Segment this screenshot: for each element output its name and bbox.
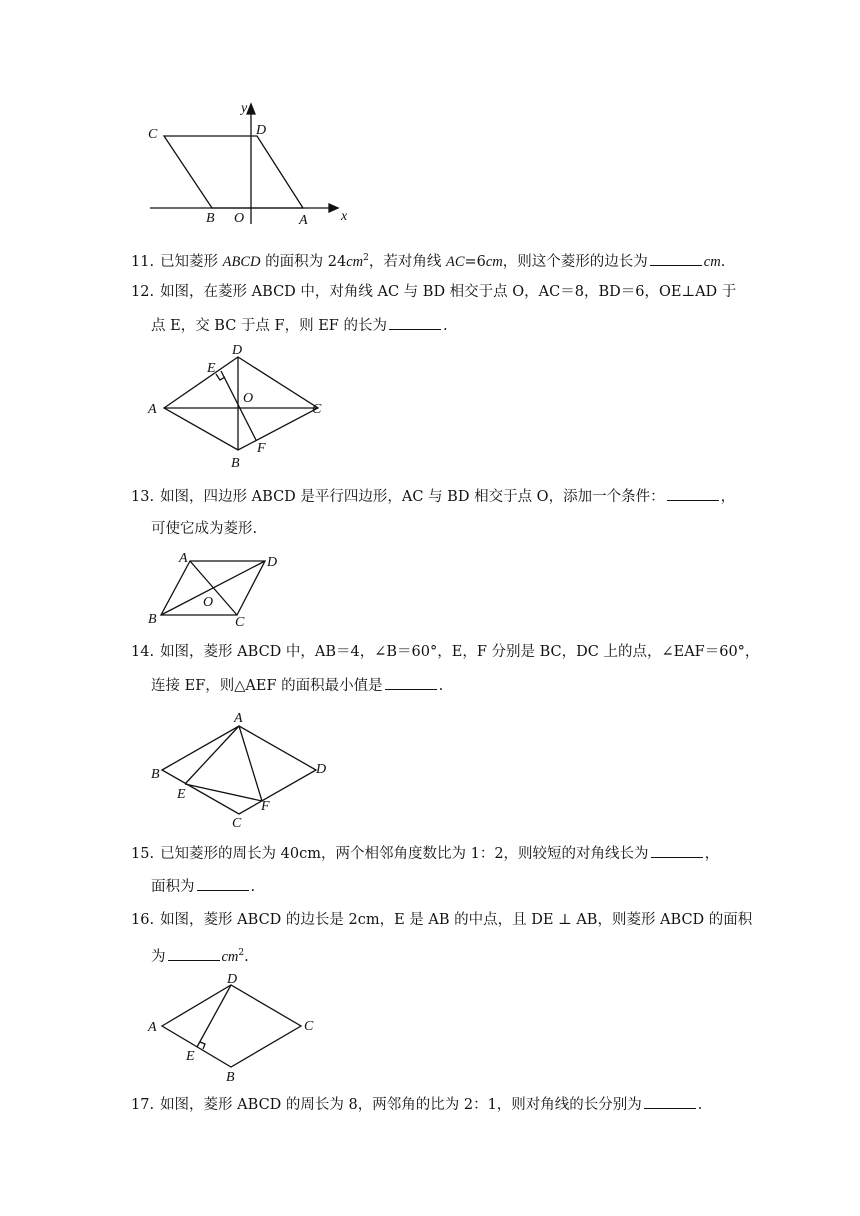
label-E: E: [207, 361, 216, 376]
question-number: 17.: [131, 1097, 155, 1113]
question-number: 11.: [131, 253, 155, 270]
figure-rhombus-q14: [145, 706, 345, 832]
text: ，: [704, 846, 720, 862]
label-D: D: [256, 123, 267, 138]
question-number: 14.: [131, 644, 155, 660]
unit-cm: cm: [221, 948, 239, 965]
label-A: A: [234, 711, 243, 726]
question-16: [131, 910, 753, 965]
label-C: C: [232, 816, 242, 831]
unit-cm: cm: [346, 253, 364, 270]
question-13-line-1: [131, 486, 736, 506]
answer-blank[interactable]: [644, 1094, 696, 1109]
answer-blank[interactable]: [651, 843, 703, 858]
question-12-line-1: [131, 282, 737, 302]
superscript: 2: [238, 948, 245, 958]
question-13-line-2: [131, 519, 731, 539]
text: =6: [464, 253, 486, 270]
question-text: 如图，菱形 ABCD 的边长是 2cm，E 是 AB 的中点，且 DE ⊥ AB，则菱形 ABCD 的面积: [160, 912, 753, 928]
x-axis-arrow: [329, 204, 338, 212]
label-O: O: [243, 391, 254, 406]
segment-ae: [185, 726, 239, 784]
label-A: A: [179, 551, 188, 566]
figure-parallelogram-q13-svg: [145, 548, 285, 630]
label-C: C: [235, 615, 245, 630]
text: 已知菱形: [160, 253, 223, 270]
question-11: [131, 248, 731, 268]
answer-blank[interactable]: [667, 486, 719, 501]
text: ，则这个菱形的边长为: [502, 253, 648, 270]
question-text: 可使它成为菱形.: [151, 521, 258, 537]
figure-rhombus-q12-svg: [145, 340, 345, 472]
text: 的面积为 24: [260, 253, 347, 270]
label-y: y: [241, 101, 248, 116]
question-16-line-1: [131, 910, 753, 930]
label-D: D: [232, 343, 243, 358]
question-number: 15.: [131, 846, 155, 862]
question-text: 已知菱形的周长为 40cm，两个相邻角度数比为 1：2，则较短的对角线长为: [160, 846, 649, 862]
label-C: C: [304, 1019, 314, 1034]
figure-parallelogram-q13: [145, 548, 285, 630]
figure-rhombus-q14-svg: [145, 706, 345, 832]
answer-blank[interactable]: [650, 251, 702, 266]
label-D: D: [227, 972, 238, 987]
question-15-line-1: [131, 843, 731, 863]
question-11-line-1: [131, 248, 731, 268]
question-15: [131, 843, 731, 896]
figure-rhombus-q16: [145, 968, 330, 1086]
label-O: O: [203, 595, 214, 610]
y-axis-arrow: [247, 104, 255, 114]
answer-blank[interactable]: [197, 876, 249, 891]
text: .: [250, 879, 256, 895]
question-text: 如图，菱形 ABCD 的周长为 8，两邻角的比为 2：1，则对角线的长分别为: [160, 1097, 642, 1113]
label-B: B: [148, 612, 157, 627]
answer-blank[interactable]: [168, 946, 220, 961]
parallelogram-abcd: [164, 136, 303, 208]
figure-parallelogram-axes-svg: [140, 96, 360, 231]
question-text: 如图，菱形 ABCD 中，AB＝4，∠B＝60°，E，F 分别是 BC，DC 上的点，∠EAF＝60°，: [160, 644, 760, 660]
segment-de: [197, 985, 231, 1047]
text: .: [720, 253, 726, 270]
question-14-line-2: [131, 675, 731, 695]
question-text: 面积为: [151, 879, 195, 895]
question-text: 为: [151, 948, 166, 965]
label-F: F: [261, 799, 270, 814]
segment-ef: [185, 784, 262, 801]
unit-cm: cm: [703, 253, 721, 270]
figure-rhombus-q12: [145, 340, 345, 472]
label-A: A: [299, 213, 308, 228]
label-C: C: [312, 402, 322, 417]
question-12-line-2: [131, 315, 731, 335]
question-17-line-1: [131, 1094, 731, 1114]
text: .: [697, 1097, 703, 1113]
right-angle-mark: [200, 1042, 205, 1049]
label-D: D: [267, 555, 278, 570]
question-number: 13.: [131, 489, 155, 505]
question-number: 16.: [131, 912, 155, 928]
label-E: E: [177, 787, 186, 802]
figure-rhombus-q16-svg: [145, 968, 330, 1086]
question-text: 连接 EF，则△AEF 的面积最小值是: [151, 678, 383, 694]
label-A: A: [148, 1020, 157, 1035]
rhombus-abcd: [164, 357, 318, 450]
question-14: [131, 642, 760, 695]
text-ac: AC: [445, 253, 465, 270]
label-B: B: [231, 456, 240, 471]
label-F: F: [257, 441, 266, 456]
text-abcd: ABCD: [222, 253, 261, 270]
text: ，若对角线: [368, 253, 446, 270]
superscript: 2: [363, 253, 369, 263]
question-13: [131, 486, 736, 539]
question-number: 12.: [131, 284, 155, 300]
label-D: D: [316, 762, 327, 777]
label-C: C: [148, 127, 158, 142]
label-B: B: [226, 1070, 235, 1085]
figure-parallelogram-axes: [140, 96, 360, 231]
question-16-line-2: [131, 943, 731, 963]
question-14-line-1: [131, 642, 760, 662]
answer-blank[interactable]: [389, 315, 441, 330]
question-12: [131, 282, 737, 335]
text: .: [442, 318, 448, 334]
text: ，: [720, 489, 736, 505]
unit-cm: cm: [485, 253, 503, 270]
label-B: B: [206, 211, 215, 226]
question-text: 如图，四边形 ABCD 是平行四边形，AC 与 BD 相交于点 O，添加一个条件：: [160, 489, 665, 505]
question-text: 如图，在菱形 ABCD 中，对角线 AC 与 BD 相交于点 O，AC＝8，BD＝6，OE⊥AD 于: [160, 284, 737, 300]
question-17: [131, 1094, 731, 1114]
label-B: B: [151, 767, 160, 782]
rhombus-abcd: [162, 985, 301, 1067]
question-text: 点 E，交 BC 于点 F，则 EF 的长为: [151, 318, 387, 334]
text: .: [438, 678, 444, 694]
question-15-line-2: [131, 876, 731, 896]
label-x: x: [341, 209, 348, 224]
answer-blank[interactable]: [385, 675, 437, 690]
text: .: [244, 948, 249, 965]
label-O: O: [234, 211, 245, 226]
label-A: A: [148, 402, 157, 417]
label-E: E: [186, 1049, 195, 1064]
